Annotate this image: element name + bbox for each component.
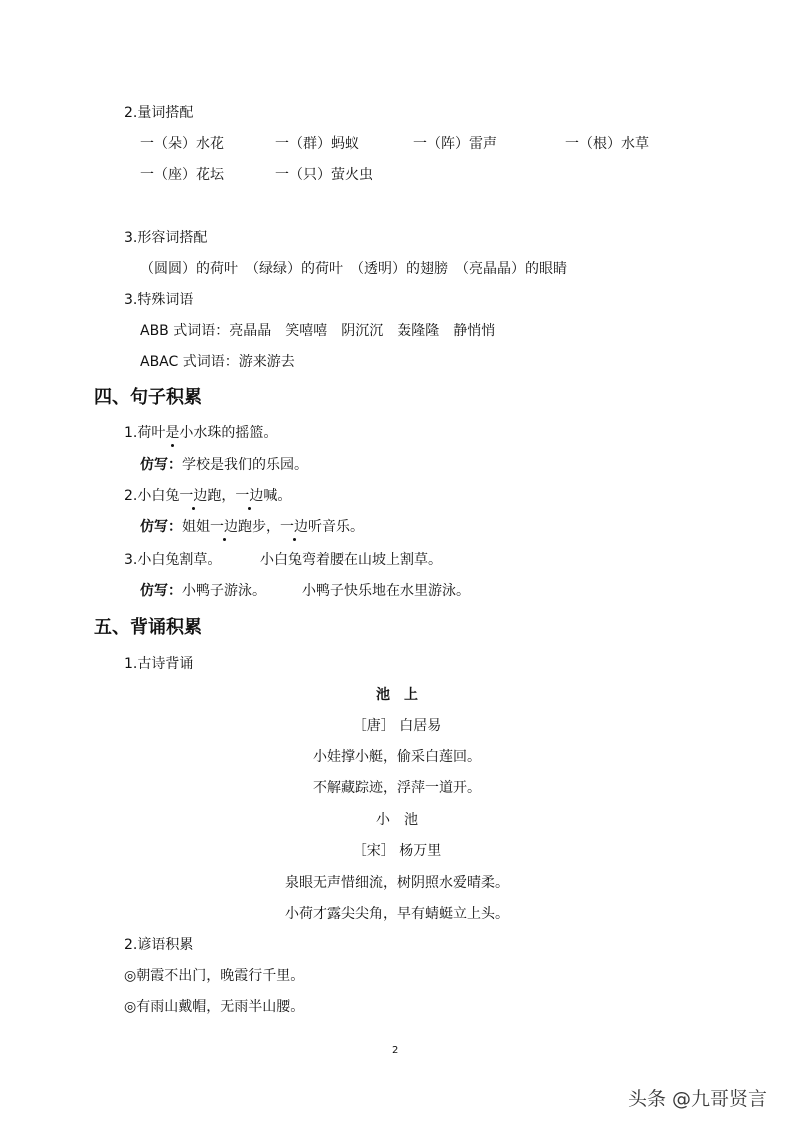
sentence-text: 喊。 [263,488,292,504]
measure-item: 一（根）水草 [565,136,649,152]
poems-heading: 1.古诗背诵 [124,656,194,672]
proverb-item: ◎有雨山戴帽，无雨半山腰。 [124,999,305,1015]
imitation-1 [140,456,308,474]
emphasis-dotted: 一边 [280,519,308,535]
watermark: 头条 @九哥贤言 [628,1088,768,1110]
imitation-3 [140,582,266,600]
poem-2-title: 小 池 [376,812,418,828]
sentence-text: 小水珠的摇篮。 [179,425,278,441]
emphasis-dotted: 一边 [210,519,238,535]
imitation-text: 姐姐 [182,519,210,535]
emphasis-dotted: 一边 [179,488,208,504]
sentence-3-long: 小白兔弯着腰在山坡上割草。 [260,552,442,568]
measure-item: 一（座）花坛 [140,167,224,183]
measure-item: 一（阵）雷声 [413,136,497,152]
abb-words: ABB 式词语：亮晶晶 笑嘻嘻 阴沉沉 轰隆隆 静悄悄 [140,323,496,339]
imitation-2 [140,518,364,536]
section-five-title: 五、背诵积累 [94,617,202,638]
proverbs-heading: 2.谚语积累 [124,937,194,953]
poem-line: 泉眼无声惜细流，树阴照水爱晴柔。 [285,875,509,891]
imitation-text: 听音乐。 [308,519,364,535]
emphasis-dotted: 一边 [235,488,264,504]
sentence-text: 2.小白兔 [124,488,180,504]
imitation-label: 仿写： [140,519,182,535]
sentence-3-short: 3.小白兔割草。 [124,552,222,568]
poem-1-title: 池 上 [376,687,418,703]
poem-line: 小娃撑小艇，偷采白莲回。 [313,749,481,765]
measure-item: 一（群）蚂蚁 [275,136,359,152]
section-four-title: 四、句子积累 [94,387,202,408]
sentence-text: 1.荷叶 [124,425,166,441]
emphasis-dotted: 是 [165,425,180,441]
imitation-3-long: 小鸭子快乐地在水里游泳。 [302,583,470,599]
adjective-line: （圆圆）的荷叶 （绿绿）的荷叶 （透明）的翅膀 （亮晶晶）的眼睛 [140,261,567,277]
page-number: 2 [392,1045,399,1056]
poem-1-author: ［唐］ 白居易 [352,718,442,734]
poem-2-author: ［宋］ 杨万里 [352,843,442,859]
measure-words-heading: 2.量词搭配 [124,105,194,121]
imitation-label: 仿写： [140,583,182,599]
imitation-label: 仿写： [140,457,182,473]
poem-line: 小荷才露尖尖角，早有蜻蜓立上头。 [285,906,509,922]
sentence-text: 跑， [207,488,236,504]
adjective-heading: 3.形容词搭配 [124,230,208,246]
proverb-item: ◎朝霞不出门，晚霞行千里。 [124,968,305,984]
imitation-text: 小鸭子游泳。 [182,583,266,599]
measure-item: 一（只）萤火虫 [275,167,373,183]
abac-words: ABAC 式词语：游来游去 [140,354,295,370]
sentence-1 [124,424,277,442]
imitation-text: 跑步， [238,519,280,535]
sentence-2 [124,487,291,505]
poem-line: 不解藏踪迹，浮萍一道开。 [313,780,481,796]
imitation-text: 学校是我们的乐园。 [182,457,308,473]
special-words-heading: 3.特殊词语 [124,292,194,308]
measure-item: 一（朵）水花 [140,136,224,152]
